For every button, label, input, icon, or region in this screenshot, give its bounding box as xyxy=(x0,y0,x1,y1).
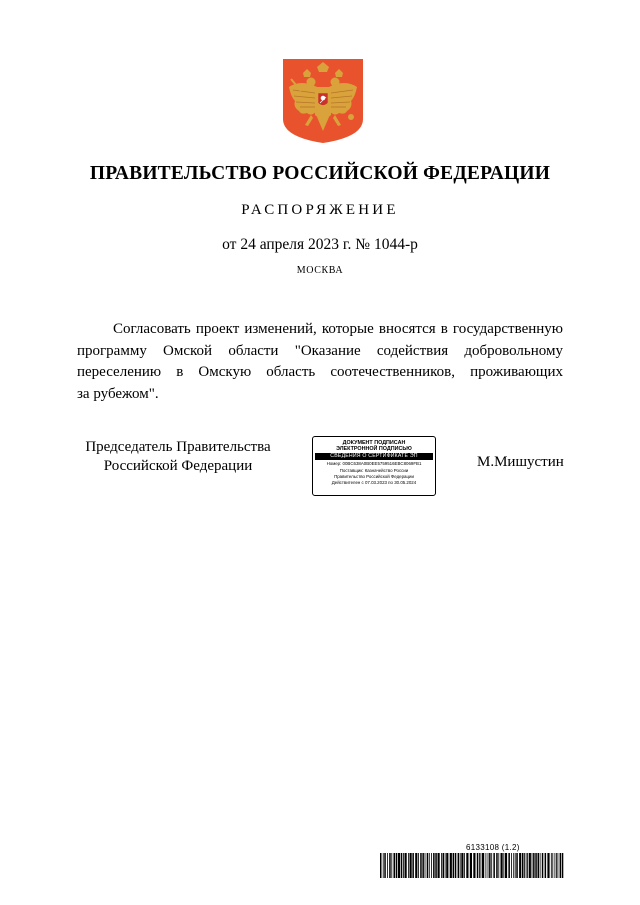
city: МОСКВА xyxy=(296,265,344,276)
signatory-position-line1: Председатель Правительства xyxy=(85,439,271,455)
esign-line1: ДОКУМЕНТ ПОДПИСАН xyxy=(342,440,406,446)
order-text-line: за рубежом". xyxy=(77,385,159,402)
esign-valid: Действителен с 07.03.2023 по 30.05.2024 xyxy=(331,480,417,486)
date-and-number: от 24 апреля 2023 г. № 1044-р xyxy=(222,236,418,253)
state-emblem-icon xyxy=(281,57,365,145)
issuer-title: ПРАВИТЕЛЬСТВО РОССИЙСКОЙ ФЕДЕРАЦИИ xyxy=(89,163,551,184)
esign-cert-header: СВЕДЕНИЯ О СЕРТИФИКАТЕ ЭП xyxy=(315,453,433,460)
signatory-position xyxy=(78,438,278,476)
esign-supplier-line2: Правительство Российской Федерации xyxy=(334,473,414,479)
esign-line2: ЭЛЕКТРОННОЙ ПОДПИСЬЮ xyxy=(336,446,412,453)
signatory-name: М.Мишустин xyxy=(477,454,564,470)
document-type: РАСПОРЯЖЕНИЕ xyxy=(241,202,399,218)
electronic-signature-stamp xyxy=(312,436,436,496)
order-text-line: переселению в Омскую область соотечественников, проживающих xyxy=(77,364,563,380)
order-text xyxy=(77,319,563,405)
esign-supplier-line1: Поставщик: Казначейство России xyxy=(339,467,409,473)
order-text-line: Согласовать проект изменений, которые вносятся в государственную xyxy=(113,321,563,337)
barcode-number: 6133108 (1.2) xyxy=(466,843,520,852)
signatory-position-line2: Российской Федерации xyxy=(103,458,253,474)
order-text-line: программу Омской области "Оказание содействия добровольному xyxy=(77,342,563,359)
esign-number: Номер: 00BC638A0B0EE5759516EBC8069FB1 xyxy=(326,461,422,467)
barcode-icon xyxy=(380,853,564,878)
